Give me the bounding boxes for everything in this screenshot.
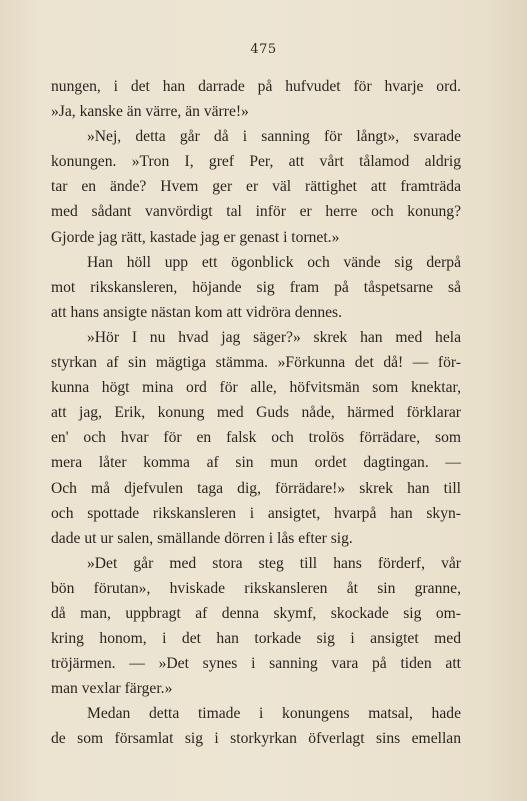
text-line: »Hör I nu hvad jag säger?» skrek han med hela <box>87 328 461 346</box>
text-line: mera låter komma af sin mun ordet dagtingan. — <box>51 454 461 472</box>
text-line: nungen, i det han darrade på hufvudet för hvarje ord. <box>51 78 461 95</box>
text-line: att hans ansigte nästan kom att vidröra dennes. <box>51 303 343 321</box>
text-line: med sådant vanvördigt tal inför er herre och konung? <box>51 203 461 221</box>
text-line: »Det går med stora steg till hans förderf, vår <box>87 554 461 572</box>
text-line: kunna högt mina ord för alle, höfvitsmän som knektar, <box>51 379 461 397</box>
text-line: dade ut ur salen, smällande dörren i lås efter sig. <box>51 529 353 547</box>
text-line: man vexlar färger.» <box>51 680 173 698</box>
body-text <box>51 74 461 752</box>
text-line: mot rikskansleren, höjande sig fram på tåspetsarne så <box>51 278 461 296</box>
text-line: en' och hvar för en falsk och trolös förrädare, som <box>51 429 461 447</box>
text-line: »Ja, kanske än värre, än värre!» <box>51 103 249 121</box>
text-line: Medan detta timade i konungens matsal, hade <box>87 705 461 723</box>
text-line: »Nej, detta går då i sanning för långt», svarade <box>87 128 461 146</box>
text-line: då man, uppbragt af denna skymf, skockade sig om- <box>51 604 461 622</box>
text-line: konungen. »Tron I, gref Per, att vårt tålamod aldrig <box>51 153 461 171</box>
text-line: att jag, Erik, konung med Guds nåde, härmed förklarar <box>51 404 461 422</box>
text-line: Gjorde jag rätt, kastade jag er genast i tornet.» <box>51 228 340 246</box>
text-line: bön förutan», hviskade rikskansleren åt sin granne, <box>51 579 461 597</box>
text-line: styrkan af sin mägtiga stämma. »Förkunna det då! — för- <box>51 354 461 372</box>
text-line: kring honom, i det han torkade sig i ansigtet med <box>51 630 461 648</box>
page-number: 475 <box>250 42 277 57</box>
text-line: de som församlat sig i storkyrkan öfverlagt sins emellan <box>51 730 461 748</box>
text-line: tröjärmen. — »Det synes i sanning vara på tiden att <box>51 655 461 673</box>
text-line: tar en ände? Hvem ger er väl rättighet att framträda <box>51 178 461 196</box>
text-line: och spottade rikskansleren i ansigtet, hvarpå han skyn- <box>51 504 461 522</box>
text-line: Han höll upp ett ögonblick och vände sig derpå <box>87 253 461 271</box>
text-line: Och må djefvulen taga dig, förrädare!» skrek han till <box>51 479 461 497</box>
